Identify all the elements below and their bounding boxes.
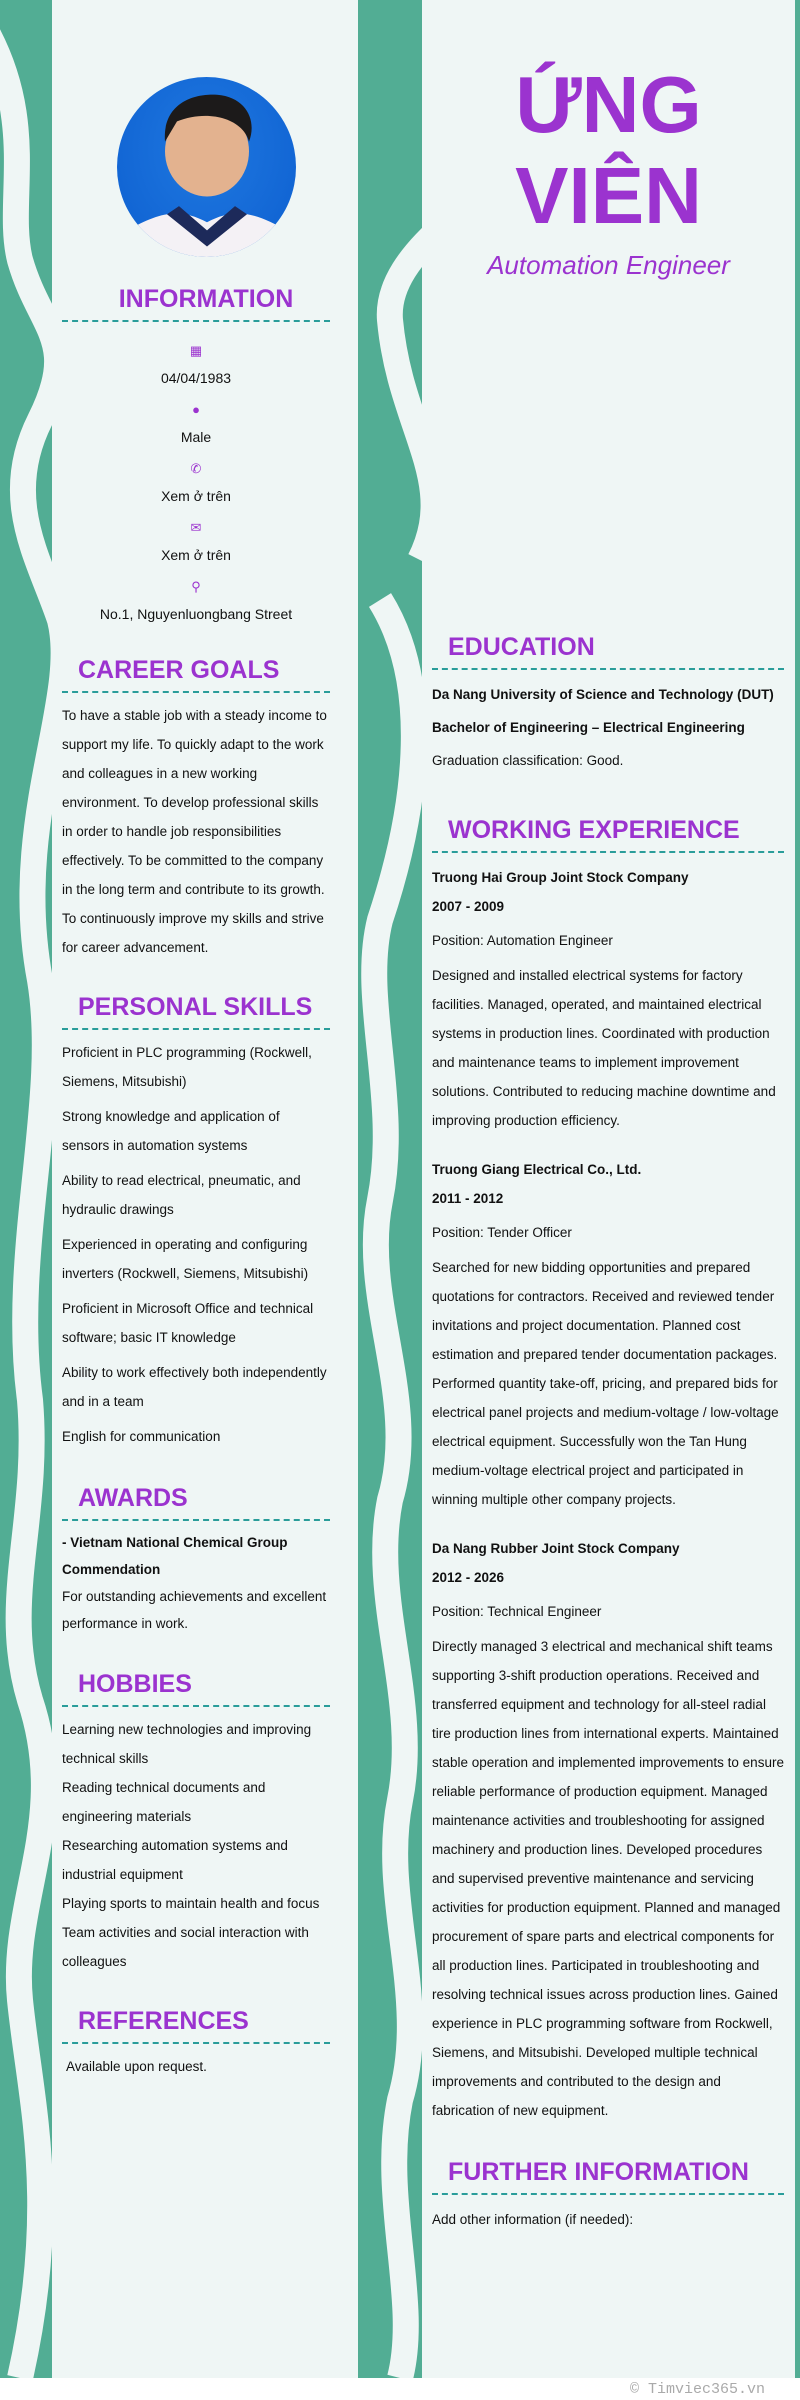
further-information-heading: FURTHER INFORMATION (448, 2158, 749, 2186)
education-section (432, 630, 784, 775)
experience-section (432, 813, 784, 2125)
location-icon: ⚲ (191, 579, 201, 594)
job-company: Da Nang Rubber Joint Stock Company (432, 1541, 680, 1556)
information-section (62, 282, 330, 633)
skill-item: Ability to read electrical, pneumatic, and hydraulic drawings (62, 1173, 301, 1217)
awards-section (62, 1481, 330, 1637)
info-birthdate (62, 338, 330, 397)
job-period: 2012 - 2026 (432, 1570, 505, 1585)
gender-value: Male (180, 429, 212, 445)
personal-skills-section (62, 990, 330, 1451)
job-entry (432, 1155, 784, 1514)
section-divider (62, 1705, 330, 1707)
calendar-icon: ▦ (189, 343, 203, 358)
section-divider (62, 1028, 330, 1030)
hobby-item: Team activities and social interaction with colleagues (62, 1925, 309, 1969)
job-entry (432, 1534, 784, 2125)
phone-value: Xem ở trên (161, 488, 231, 504)
section-divider (62, 1519, 330, 1521)
job-position: Position: Tender Officer (432, 1225, 572, 1240)
job-period: 2007 - 2009 (432, 899, 505, 914)
education-degree: Bachelor of Engineering – Electrical Engineering (432, 720, 745, 735)
job-entry (432, 863, 784, 1135)
job-title: Automation Engineer (487, 250, 730, 280)
email-icon: ✉ (190, 520, 202, 535)
skill-item: Proficient in PLC programming (Rockwell, Siemens, Mitsubishi) (62, 1045, 312, 1089)
job-description: Directly managed 3 electrical and mechanical shift teams supporting 3-shift production operations. Received and transferred equipment and technology for all-steel radial tire production lines from international experts. Maintained stable operation and implemented improvements to ensure reliable performance of production equipment. Managed maintenance activities and troubleshooting for assigned machinery and production lines. Developed procedures and supervised preventive maintenance and servicing activities for production equipment. Planned and managed procurement of spare parts and electrical components for all production lines. Participated in troubleshooting and resolving technical issues across production lines. Gained experience in PLC programming software from Rockwell, Siemens, and Mitsubishi. Developed multiple technical improvements and contributed to the design and fabrication of new equipment. (432, 1639, 784, 2118)
skill-item: Ability to work effectively both independently and in a team (62, 1365, 327, 1409)
job-company: Truong Giang Electrical Co., Ltd. (432, 1162, 642, 1177)
title-line-2: VIÊN (515, 151, 702, 240)
hobby-item: Researching automation systems and industrial equipment (62, 1838, 288, 1882)
address-value: No.1, Nguyenluongbang Street (99, 606, 293, 622)
birthdate-value: 04/04/1983 (160, 370, 232, 386)
job-period: 2011 - 2012 (432, 1191, 504, 1206)
career-goals-section (62, 653, 330, 962)
education-school: Da Nang University of Science and Technology (DUT) (432, 687, 774, 702)
hobbies-heading: HOBBIES (78, 1670, 192, 1698)
skill-item: Strong knowledge and application of sensors in automation systems (62, 1109, 280, 1153)
hobby-item: Reading technical documents and engineering materials (62, 1780, 266, 1824)
education-classification: Graduation classification: Good. (432, 753, 624, 768)
left-sidebar (52, 0, 358, 2378)
left-column-content (62, 282, 330, 2081)
job-company: Truong Hai Group Joint Stock Company (432, 870, 689, 885)
education-heading: EDUCATION (448, 633, 595, 661)
candidate-title (422, 59, 795, 241)
hobbies-section (62, 1667, 330, 1976)
info-phone (62, 456, 330, 515)
references-section (62, 2004, 330, 2081)
skill-item: English for communication (62, 1429, 221, 1444)
info-email (62, 515, 330, 574)
skill-item: Proficient in Microsoft Office and technical software; basic IT knowledge (62, 1301, 314, 1345)
section-divider (432, 2193, 784, 2195)
career-goals-text: To have a stable job with a steady income to support my life. To quickly adapt to the work and colleagues in a new working environment. To develop professional skills in order to handle job responsibilities effectively. To be committed to the company in the long term and contribute to its growth. To continuously improve my skills and strive for career advancement. (62, 708, 327, 955)
main-content (422, 0, 795, 2378)
user-icon: ● (192, 402, 200, 417)
email-value: Xem ở trên (161, 547, 231, 563)
section-divider (62, 2042, 330, 2044)
references-text: Available upon request. (66, 2059, 207, 2074)
job-position: Position: Technical Engineer (432, 1604, 602, 1619)
section-divider (62, 320, 330, 322)
job-position: Position: Automation Engineer (432, 933, 613, 948)
career-goals-heading: CAREER GOALS (78, 656, 280, 684)
further-information-section (432, 2155, 784, 2234)
information-heading: INFORMATION (118, 285, 294, 313)
hobby-item: Learning new technologies and improving technical skills (62, 1722, 312, 1766)
watermark-footer: © Timviec365.vn (629, 2381, 765, 2398)
section-divider (62, 691, 330, 693)
award-title: - Vietnam National Chemical Group Commendation (62, 1535, 288, 1577)
section-divider (432, 668, 784, 670)
info-address (62, 574, 330, 633)
right-column-content (432, 630, 784, 2234)
info-gender (62, 397, 330, 456)
job-description: Designed and installed electrical systems for factory facilities. Managed, operated, and maintained electrical systems in production lines. Coordinated with production and maintenance teams to implement improvement solutions. Contributed to reducing machine downtime and improving production efficiency. (432, 968, 776, 1128)
title-line-1: ỨNG (515, 60, 702, 149)
further-information-text: Add other information (if needed): (432, 2212, 634, 2227)
hobby-item: Playing sports to maintain health and focus (62, 1896, 320, 1911)
awards-heading: AWARDS (78, 1484, 188, 1512)
award-text: For outstanding achievements and excellent performance in work. (62, 1589, 327, 1631)
job-description: Searched for new bidding opportunities and prepared quotations for contractors. Received and reviewed tender invitations and project documentation. Planned cost estimation and prepared tender documentation packages. Performed quantity take-off, pricing, and prepared bids for electrical panel projects and medium-voltage / low-voltage electrical equipment. Successfully won the Tan Hung medium-voltage electrical project and participated in winning multiple other company projects. (432, 1260, 779, 1507)
phone-icon: ✆ (190, 461, 202, 476)
references-heading: REFERENCES (78, 2007, 249, 2035)
experience-heading: WORKING EXPERIENCE (448, 816, 740, 844)
section-divider (432, 851, 784, 853)
personal-skills-heading: PERSONAL SKILLS (78, 993, 313, 1021)
profile-photo (117, 77, 296, 257)
skill-item: Experienced in operating and configuring inverters (Rockwell, Siemens, Mitsubishi) (62, 1237, 309, 1281)
